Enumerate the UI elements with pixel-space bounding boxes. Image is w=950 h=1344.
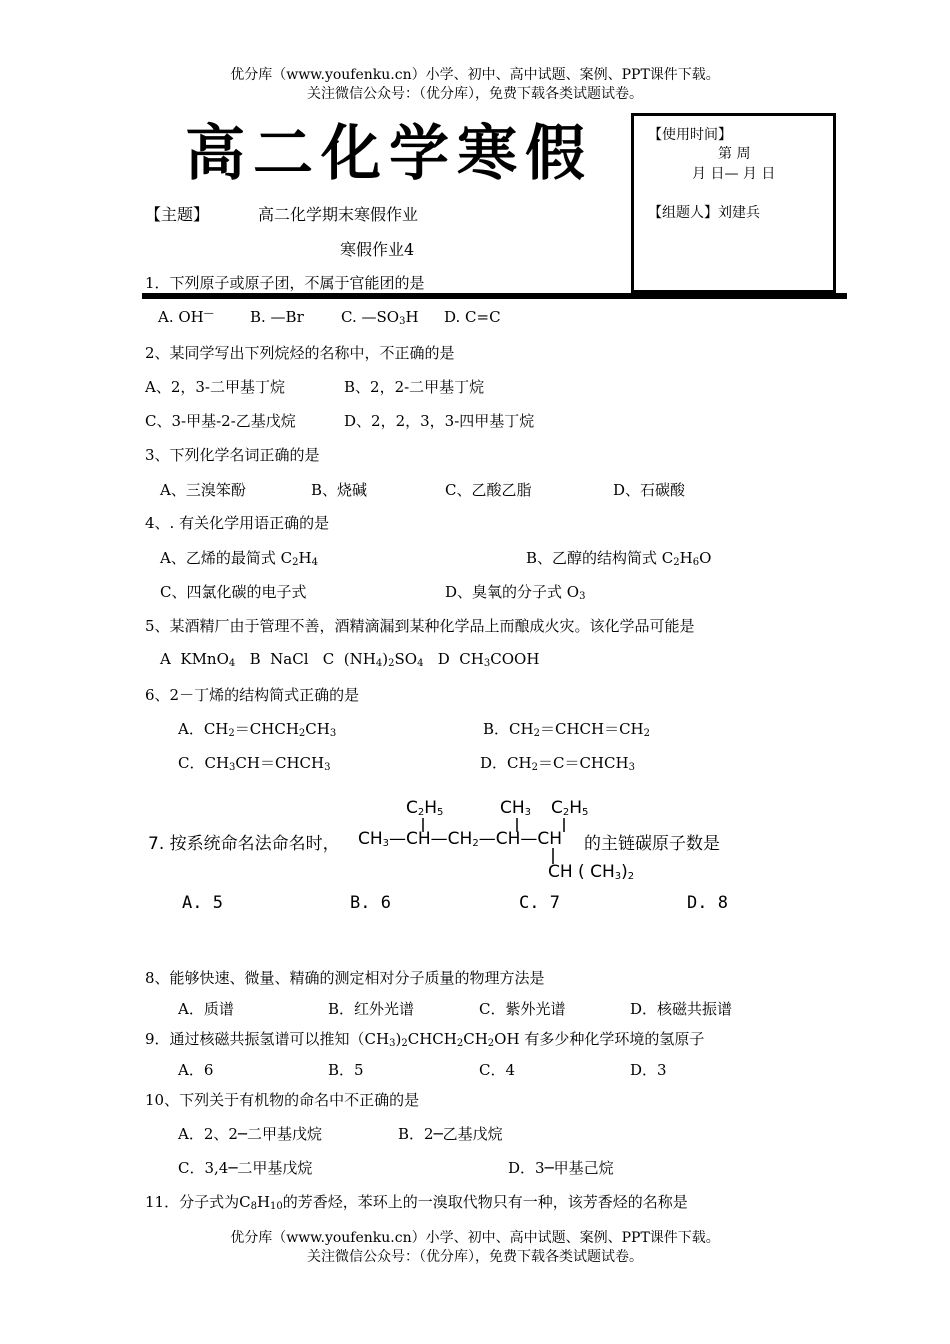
q4-option-d: D、臭氧的分子式 $O_3$ bbox=[445, 583, 586, 602]
q9-option-c: C．4 bbox=[479, 1061, 516, 1079]
q4-option-c: C、四氯化碳的电子式 bbox=[160, 583, 307, 601]
q3-option-b: B、烧碱 bbox=[311, 481, 368, 499]
header-line-1: 优分库（www.youfenku.cn）小学、初中、高中试题、案例、PPT课件下载。 bbox=[230, 67, 720, 83]
q9-option-d: D．3 bbox=[630, 1061, 667, 1079]
q1-option-b: B. —Br bbox=[250, 308, 304, 326]
q3-option-d: D、石碳酸 bbox=[613, 481, 686, 499]
theme-value: 高二化学期末寒假作业 bbox=[258, 205, 419, 224]
q2-option-a: A、2，3-二甲基丁烷 bbox=[145, 378, 285, 396]
q4-option-b: B、乙醇的结构简式 $C_2H_6O$ bbox=[526, 549, 712, 568]
footer-line-2: 关注微信公众号：（优分库），免费下载各类试题试卷。 bbox=[307, 1249, 643, 1265]
q3-option-a: A、三溴笨酚 bbox=[160, 481, 246, 499]
theme-label: 【主题】 bbox=[145, 205, 210, 224]
q6-option-b: B．$CH_2=CHCH=CH_2$ bbox=[483, 720, 651, 739]
question-2: 2、某同学写出下列烷烃的名称中，不正确的是 bbox=[145, 344, 455, 362]
q7-option-d: D. 8 bbox=[687, 893, 728, 913]
q7-methyl: $CH_3$ bbox=[500, 798, 532, 818]
question-3: 3、下列化学名词正确的是 bbox=[145, 446, 320, 464]
question-7: 7. 按系统命名法命名时， bbox=[148, 834, 340, 854]
q9-option-b: B．5 bbox=[328, 1061, 364, 1079]
subtitle-text: 寒假作业4 bbox=[340, 240, 415, 259]
q7-isopropyl: CH ( $CH_3)_2$ bbox=[548, 862, 635, 882]
q4-option-a: A、乙烯的最简式 $C_2H_4$ bbox=[160, 549, 318, 568]
q10-option-b: B．2─乙基戊烷 bbox=[398, 1125, 503, 1143]
question-1: 1．下列原子或原子团，不属于官能团的是 bbox=[145, 274, 425, 292]
question-8: 8、能够快速、微量、精确的测定相对分子质量的物理方法是 bbox=[145, 969, 545, 987]
q2-option-d: D、2，2，3，3-四甲基丁烷 bbox=[344, 412, 535, 430]
q5-options: A KMnO$_4$ B NaCl C $(NH_4)_2SO_4$ D $CH_3COOH$ bbox=[160, 650, 540, 669]
q6-option-c: C．$CH_3CH=CHCH_3$ bbox=[178, 754, 331, 773]
q8-option-c: C．紫外光谱 bbox=[479, 1000, 566, 1018]
q8-option-a: A．质谱 bbox=[178, 1000, 234, 1018]
question-6: 6、2－丁烯的结构简式正确的是 bbox=[145, 686, 360, 704]
q7-option-a: A. 5 bbox=[182, 893, 223, 913]
q8-option-b: B．红外光谱 bbox=[328, 1000, 415, 1018]
q3-option-c: C、乙酸乙脂 bbox=[445, 481, 532, 499]
q2-option-b: B、2，2-二甲基丁烷 bbox=[344, 378, 485, 396]
q7-option-c: C. 7 bbox=[519, 893, 560, 913]
q1-option-a: A. OH— bbox=[158, 308, 214, 326]
q10-option-d: D．3─甲基己烷 bbox=[508, 1159, 614, 1177]
header-line-2: 关注微信公众号：（优分库），免费下载各类试题试卷。 bbox=[307, 86, 643, 102]
q1-option-d: D. C=C bbox=[444, 308, 501, 326]
question-5: 5、某酒精厂由于管理不善，酒精滴漏到某种化学品上而酿成火灾。该化学品可能是 bbox=[145, 617, 695, 635]
question-10: 10、下列关于有机物的命名中不正确的是 bbox=[145, 1091, 420, 1109]
footer-line-1: 优分库（www.youfenku.cn）小学、初中、高中试题、案例、PPT课件下载。 bbox=[230, 1230, 720, 1246]
question-4: 4、. 有关化学用语正确的是 bbox=[145, 514, 330, 532]
q10-option-c: C．3,4─二甲基戊烷 bbox=[178, 1159, 313, 1177]
q7-ethyl-1: $C_2H_5$ bbox=[406, 798, 444, 818]
q2-option-c: C、3-甲基-2-乙基戊烷 bbox=[145, 412, 296, 430]
date-range-field: 月 日— 月 日 bbox=[692, 166, 776, 182]
week-field: 第 周 bbox=[718, 146, 751, 162]
q7-tail: 的主链碳原子数是 bbox=[584, 834, 720, 854]
question-11: 11．分子式为$C_8H_{10}$的芳香烃，苯环上的一溴取代物只有一种，该芳香烃的名称是 bbox=[145, 1193, 688, 1212]
q6-option-d: D．$CH_2=C=CHCH_3$ bbox=[480, 754, 635, 773]
q7-option-b: B. 6 bbox=[350, 893, 391, 913]
question-9: 9．通过核磁共振氢谱可以推知$(CH_3)_2CHCH_2CH_2OH$ 有多少种化学环境的氢原子 bbox=[145, 1030, 705, 1049]
q6-option-a: A．$CH_2=CHCH_2CH_3$ bbox=[178, 720, 337, 739]
q9-option-a: A．6 bbox=[178, 1061, 214, 1079]
author-field: 【组题人】刘建兵 bbox=[648, 205, 760, 221]
q1-option-c: C. $—SO_3H$ bbox=[341, 308, 419, 327]
usage-time-label: 【使用时间】 bbox=[648, 127, 732, 143]
q8-option-d: D．核磁共振谱 bbox=[630, 1000, 733, 1018]
q7-structure: $CH_3—CH—CH_2—CH—CH$ bbox=[358, 829, 563, 849]
q10-option-a: A．2、2─二甲基戊烷 bbox=[178, 1125, 322, 1143]
page-title: 高二化学寒假 bbox=[185, 119, 593, 189]
q7-ethyl-2: $C_2H_5$ bbox=[551, 798, 589, 818]
